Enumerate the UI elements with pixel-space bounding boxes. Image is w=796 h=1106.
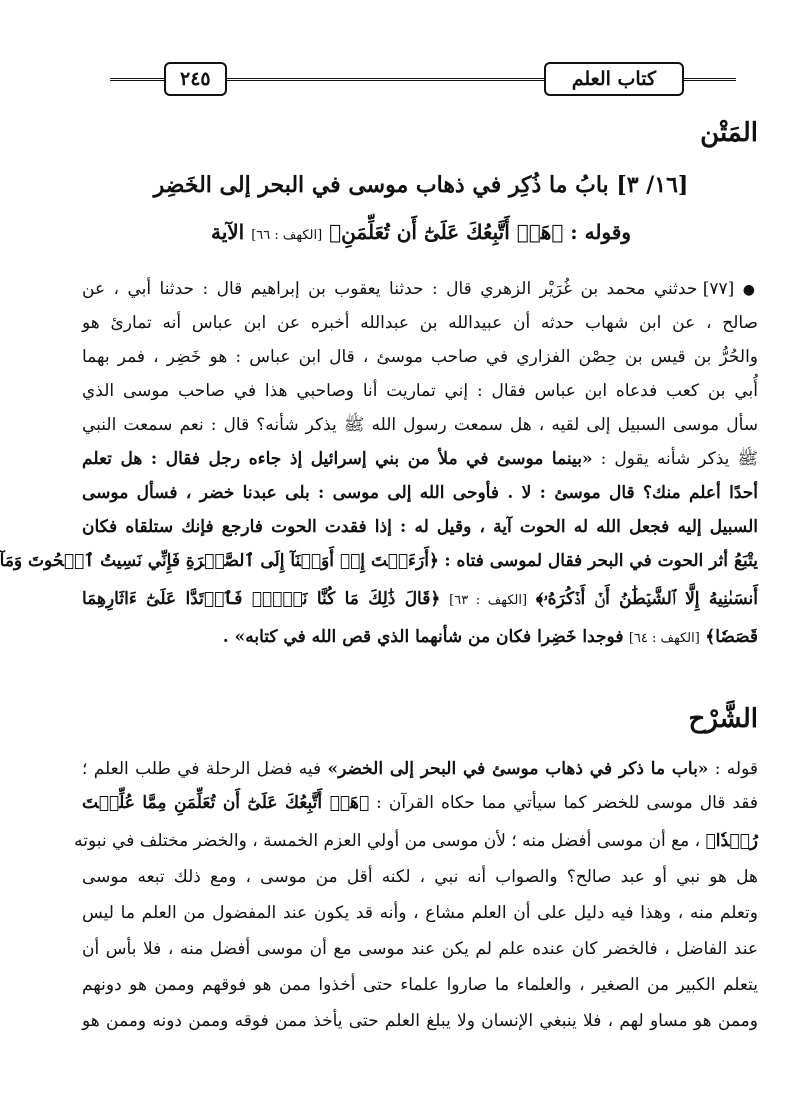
- matn-line: يتْبَعُ أثر الحوت في البحر فقال لموسى فتاه : ﴿أَرَءَيۡتَ إِذۡ أَوَيۡنَآ إِلَى ٱلصَّخۡرَةِ فَإِنِّي نَسِيتُ ٱلۡحُوتَ وَمَآ: [0, 551, 758, 571]
- quran-verse: رُشۡدٗا﴾: [705, 831, 758, 851]
- subtitle-lead: وقوله :: [570, 220, 632, 244]
- sharh-line: فقد قال موسى للخضر كما سيأتي مما حكاه القرآن : ﴿هَلۡ أَتَّبِعُكَ عَلَىٰٓ أَن تُعَلِّمَنِ مِمَّا عُلِّمۡتَ: [82, 793, 759, 813]
- matn-line: أُبي بن كعب فدعاه ابن عباس فقال : إني تماريت أنا وصاحبي هذا في صاحب موسى الذي: [82, 381, 758, 401]
- sharh-line: عند الفاضل ، فالخضر كان عنده علم لم يكن عند موسى مع أن موسى أفضل منه ، فلا بأس أن: [82, 939, 758, 959]
- page-number: ٢٤٥: [164, 62, 227, 96]
- matn-line: صالح ، عن ابن شهاب حدثه أن عبيدالله بن عبدالله أخبره عن ابن عباس أنه تمارئ هو: [82, 313, 758, 333]
- subtitle-ref: [الكهف : ٦٦]: [251, 228, 323, 243]
- chapter-number: [١٦/ ٣]: [616, 172, 689, 198]
- sharh-line: يتعلم الكبير من الصغير ، والعلماء ما صاروا علماء حتى أخذوا ممن هو فوقهم وممن هو دونهم: [82, 975, 758, 995]
- matn-line: والحُرُّ بن قيس بن حِصْن الفزاري في صاحب موسئ ، قال ابن عباس : هو خَضِر ، فمر بهما: [82, 347, 758, 367]
- book-title: كتاب العلم: [544, 62, 684, 96]
- verse-ref: [الكهف : ٦٣]: [449, 593, 528, 608]
- sharh-line: وتعلم منه ، وهذا فيه دليل على أن العلم مشاع ، وأنه قد يكون عند المفضول من العلم ما ليس: [82, 903, 758, 923]
- chapter-subtitle: [86, 220, 756, 244]
- quran-verse: ﴿هَلۡ أَتَّبِعُكَ عَلَىٰٓ أَن تُعَلِّمَنِ مِمَّا عُلِّمۡتَ: [82, 793, 370, 813]
- bullet-icon: ●: [742, 282, 758, 298]
- running-header: [110, 60, 736, 96]
- chapter-title: [86, 172, 756, 198]
- subtitle-verse: ﴿هَلۡ أَتَّبِعُكَ عَلَىٰٓ أَن تُعَلِّمَنِ﴾: [329, 220, 564, 244]
- sharh-line: قوله : «باب ما ذكر في ذهاب موسئ في البحر إلى الخضر» فيه فضل الرحلة في طلب العلم ؛: [82, 759, 758, 779]
- sharh-line: رُشۡدٗا﴾ ، مع أن موسى أفضل منه ؛ لأن موسى من أولي العزم الخمسة ، والخضر مختلف في نبوته: [74, 831, 758, 851]
- sharh-label: الشَّرْح: [688, 704, 758, 734]
- subtitle-tail: الآية: [210, 220, 245, 244]
- chapter-title-text: بابُ ما ذُكِر في ذهاب موسى في البحر إلى الخَضِر: [153, 172, 609, 198]
- quran-verse: ﴿قَالَ ذَٰلِكَ مَا كُنَّا نَبۡغِۚ فَٱرۡتَدَّا عَلَىٰٓ ءَاثَارِهِمَا: [82, 589, 441, 609]
- sharh-line: وممن هو مساو لهم ، فلا ينبغي الإنسان ولا يبلغ العلم حتى يأخذ ممن فوقه وممن دونه وممن هو: [82, 1011, 758, 1031]
- sharh-line: هل هو نبي أو عبد صالح؟ والصواب أنه نبي ، لكنه أقل من موسى ، ومع ذلك تبعه موسى: [82, 867, 758, 887]
- matn-line: ● [٧٧] حدثني محمد بن غُرَيْر الزهري قال : حدثنا يعقوب بن إبراهيم قال : حدثنا أبي ، عن: [82, 279, 758, 299]
- verse-ref: [الكهف : ٦٤]: [628, 631, 700, 646]
- matn-line: [82, 582, 758, 616]
- matn-line: سأل موسى السبيل إلى لقيه ، هل سمعت رسول الله ﷺ يذكر شأنه؟ قال : نعم سمعت النبي: [82, 415, 758, 435]
- matn-label: المَتْن: [700, 118, 758, 148]
- matn-line: ﷺ يذكر شأنه يقول : «بينما موسئ في ملأ من بني إسرائيل إذ جاءه رجل فقال : هل تعلم: [82, 449, 758, 469]
- matn-line: أحدًا أعلم منك؟ قال موسئ : لا . فأوحى الله إلى موسى : بلى عبدنا خضر ، فسأل موسى: [82, 483, 758, 503]
- matn-line: السبيل إليه فجعل الله له الحوت آية ، وقيل له : إذا فقدت الحوت فارجع فإنك ستلقاه فكان: [82, 517, 758, 537]
- matn-line: قَصَصٗا﴾ [الكهف : ٦٤] فوجدا خَضِرا فكان من شأنهما الذي قص الله في كتابه» .: [222, 627, 758, 647]
- quran-verse: قَصَصٗا﴾: [705, 627, 758, 647]
- quran-verse: ﴿أَرَءَيۡتَ إِذۡ أَوَيۡنَآ إِلَى ٱلصَّخۡرَةِ فَإِنِّي نَسِيتُ ٱلۡحُوتَ وَمَآ: [0, 551, 439, 571]
- quran-verse: أَنسَىٰنِيهُ إِلَّا ٱلشَّيۡطَٰنُ أَنۡ أَذۡكُرَهُۥ﴾: [535, 589, 759, 609]
